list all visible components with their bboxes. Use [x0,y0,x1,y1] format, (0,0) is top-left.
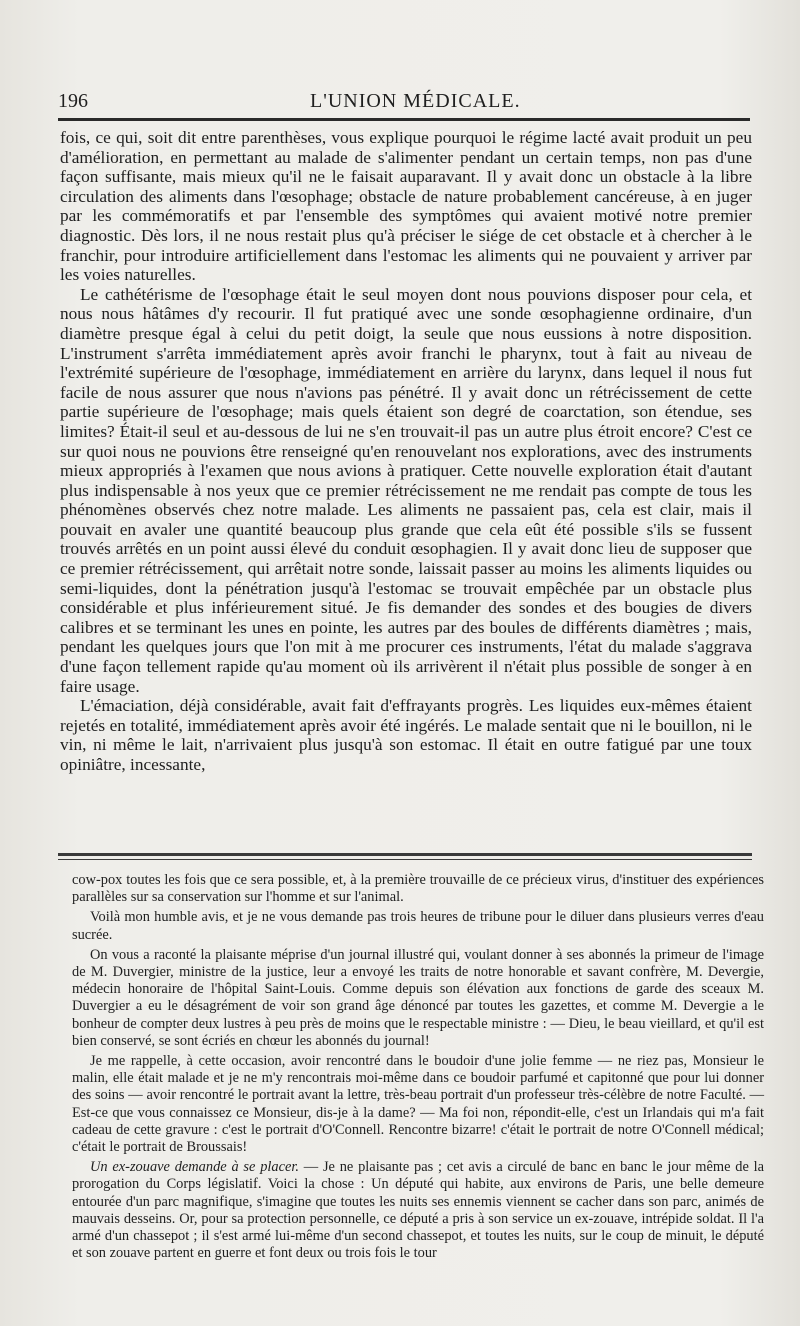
main-article [60,128,752,775]
feuilleton-heading-italic: Un ex-zouave demande à se placer. [90,1159,299,1176]
feuilleton-rule-thin [58,859,752,860]
feuilleton-column [72,872,764,1265]
feuilleton-paragraph: Je me rappelle, à cette occasion, avoir rencontré dans le boudoir d'une jolie femme — ne riez pas, Monsieur le malin, elle était malade et je ne m'y rencontrais moi-même dans ce boudoir parfumé et capitonné que pour lui donner des soins — avoir rencontré le portrait avant la lettre, très-beau portrait d'un professeur très-célèbre de notre Faculté. — Est-ce que vous connaissez ce Monsieur, dis-je à la dame? — Ma foi non, répondit-elle, c'est un Irlandais qui m'a fait cadeau de cette gravure : c'est le portrait d'O'Connell. Rencontre bizarre! c'était le portrait de notre O'Connell médical; c'était le portrait de Broussais! [72,1053,764,1156]
feuilleton-paragraph: On vous a raconté la plaisante méprise d'un journal illustré qui, voulant donner à ses abonnés la primeur de l'image de M. Duvergier, ministre de la justice, leur a envoyé les traits de notre honorable et savant confrère, M. Devergie, médecin honoraire de l'hôpital Saint-Louis. Comme depuis son élévation aux fonctions de garde des sceaux M. Duvergier a eu le désagrément de voir son grand âge dénoncé par toutes les gazettes, et comme M. Devergie a le bonheur de compter deux lustres à peu près de moins que le respectable ministre : — Dieu, le beau vieillard, et qu'il est bien conservé, se sont écriés en chœur les abonnés du journal! [72,946,764,1049]
article-paragraph: fois, ce qui, soit dit entre parenthèses, vous explique pourquoi le régime lacté avait produit un peu d'amélioration, en permettant au malade de s'alimenter pendant un certain temps, non pas d'une façon suffisante, mais mieux qu'il ne le faisait auparavant. Il y avait donc un obstacle à la libre circulation des aliments dans l'œsophage; obstacle de nature probablement cancéreuse, à en juger par les commémoratifs et par l'ensemble des symptômes qui avaient motivé notre premier diagnostic. Dès lors, il ne nous restait plus qu'à préciser le siége de cet obstacle et à chercher à le franchir, pour introduire artificiellement dans l'estomac les aliments qui ne pouvaient y arriver par les voies naturelles. [60,128,752,285]
page-number: 196 [58,90,88,112]
running-header [58,84,748,114]
feuilleton-paragraph: cow-pox toutes les fois que ce sera possible, et, à la première trouvaille de ce précieux virus, d'instituer des expériences parallèles sur sa conservation sur l'homme et sur l'animal. [72,872,764,906]
feuilleton-paragraph [72,1159,764,1262]
header-rule [58,118,750,121]
feuilleton-rule [58,853,752,856]
article-paragraph: L'émaciation, déjà considérable, avait fait d'effrayants progrès. Les liquides eux-mêmes étaient rejetés en totalité, immédiatement après avoir été ingérés. Le malade sentait que ni le bouillon, ni le vin, ni même le lait, n'arrivaient plus jusqu'à son estomac. Il était en outre fatigué par une toux opiniâtre, incessante, [60,696,752,774]
journal-title: L'UNION MÉDICALE. [310,90,521,112]
feuilleton-text: — Je ne plaisante pas ; cet avis a circulé de banc en banc le jour même de la prorogation du Corps législatif. Voici la chose : Un député qui habite, aux environs de Paris, une belle demeure entourée d'un parc magnifique, s'imagine que toutes les nuits ses ennemis viennent se cacher dans son parc, animés de mauvais desseins. Or, pour sa protection personnelle, ce député a pris à son service un ex-zouave, intrépide soldat. Il l'a armé d'un chassepot ; il s'est armé lui-même d'un second chassepot, et toutes les nuits, sur le coup de minuit, le député et son zouave partent en guerre et font deux ou trois fois le tour [72,1159,765,1262]
feuilleton-paragraph: Voilà mon humble avis, et je ne vous demande pas trois heures de tribune pour le diluer dans plusieurs verres d'eau sucrée. [72,909,764,943]
article-paragraph: Le cathétérisme de l'œsophage était le seul moyen dont nous pouvions disposer pour cela, et nous nous hâtâmes d'y recourir. Il fut pratiqué avec une sonde œsophagienne ordinaire, d'un diamètre presque égal à celui du petit doigt, la seule que nous eussions à notre disposition. L'instrument s'arrêta immédiatement après avoir franchi le pharynx, tout à fait au niveau de l'extrémité supérieure de l'œsophage, immédiatement en arrière du larynx, dans lequel il nous fut facile de nous assurer que nous n'avions pas pénétré. Il y avait donc un rétrécissement de cette partie supérieure de l'œsophage; mais quels étaient son degré de coarctation, son étendue, ses limites? Était-il seul et au-dessous de lui ne s'en trouvait-il pas un autre plus étroit encore? C'est ce sur quoi nous ne pouvions être renseigné qu'en renouvelant nos explorations, avec des instruments mieux appropriés à l'examen que nous avions à pratiquer. Cette nouvelle exploration était d'autant plus indispensable à nos yeux que ce premier rétrécissement ne me rendait pas compte de tous les phénomènes observés chez notre malade. Les aliments ne passaient pas, cela est clair, mais il pouvait en avaler une quantité beaucoup plus grande que cela eût été possible s'ils se fussent trouvés arrêtés en un point aussi élevé du conduit œsophagien. Il y avait donc lieu de supposer que ce premier rétrécissement, qui arrêtait notre sonde, laissait passer au moins les aliments liquides ou semi-liquides, dont la pénétration jusqu'à l'estomac se trouvait empêchée par un obstacle plus considérable et plus inférieurement situé. Je fis demander des sondes et des bougies de divers calibres et se terminant les unes en pointe, les autres par des boules de différents diamètres ; mais, pendant les quelques jours que l'on mit à me procurer ces instruments, l'état du malade s'aggrava d'une façon tellement rapide qu'au moment où ils arrivèrent il n'était plus possible de songer à en faire usage. [60,284,752,696]
